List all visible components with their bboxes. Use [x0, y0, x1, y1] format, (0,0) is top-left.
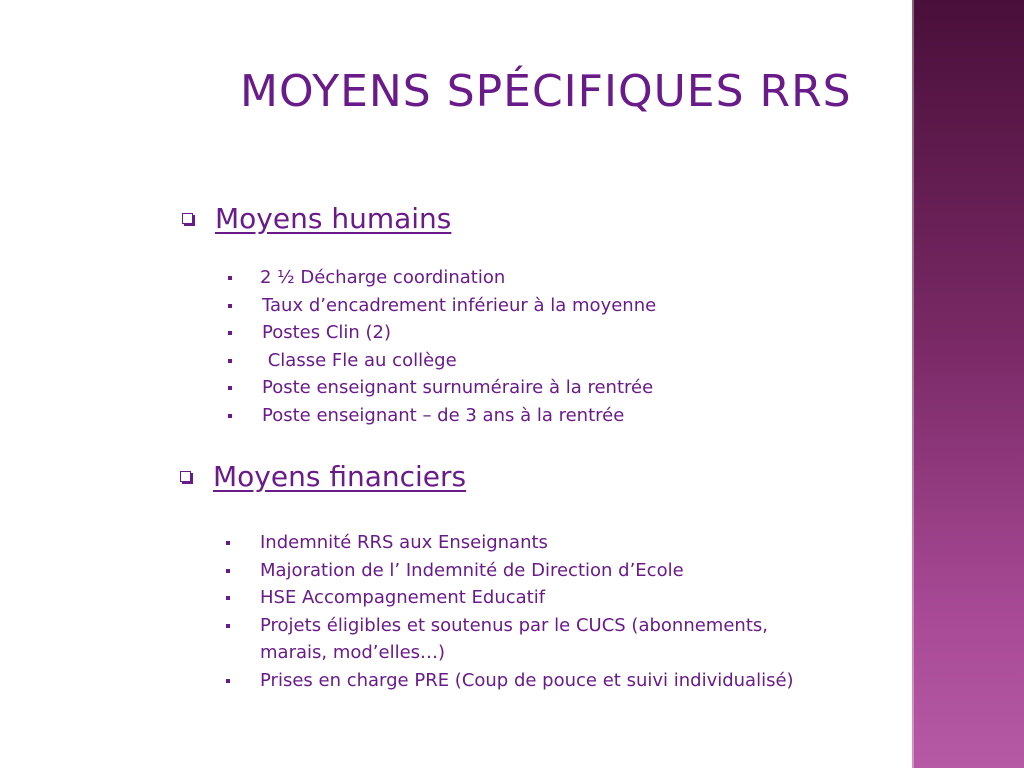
bullet-icon [226, 624, 230, 628]
bullet-icon [226, 679, 230, 683]
bullet-icon [226, 596, 230, 600]
section-header [180, 198, 880, 238]
bullet-icon [228, 386, 232, 390]
bullet-icon [226, 569, 230, 573]
list-item [226, 529, 826, 557]
section-title: Moyens financiers [213, 459, 467, 493]
list-item-text: Classe Fle au collège [262, 349, 457, 371]
list-item [228, 402, 828, 430]
bullet-list [228, 264, 828, 429]
list-item [226, 612, 780, 667]
bullet-icon [228, 276, 232, 280]
bullet-icon [228, 359, 232, 363]
bullet-list [226, 529, 826, 694]
list-item-text: Poste enseignant surnuméraire à la rentrée [262, 377, 654, 398]
list-item-text: Projets éligibles et soutenus par le CUCS (abonnements, marais, mod’elles…) [260, 614, 768, 663]
list-item-text: Poste enseignant – de 3 ans à la rentrée [262, 404, 625, 426]
section-header [178, 456, 878, 496]
bullet-icon [228, 304, 232, 308]
square-bullet-icon [182, 213, 193, 224]
bullet-icon [228, 414, 232, 418]
list-item-text: HSE Accompagnement Educatif [260, 587, 546, 608]
list-item [228, 374, 828, 402]
list-item [226, 584, 826, 612]
section-title: Moyens humains [215, 201, 452, 235]
section-moyens-humains [180, 198, 880, 426]
list-item-text: Postes Clin (2) [262, 322, 392, 343]
list-item-text: Indemnité RRS aux Enseignants [260, 532, 548, 553]
slide-title: MOYENS SPÉCIFIQUES RRS [240, 66, 852, 117]
list-item [228, 347, 828, 375]
decorative-side-band [912, 0, 1024, 768]
list-item-text: Majoration de l’ Indemnité de Direction d’Ecole [260, 559, 684, 581]
list-item [228, 264, 828, 292]
section-moyens-financiers [178, 456, 878, 691]
list-item-text: Prises en charge PRE (Coup de pouce et suivi individualisé) [260, 669, 794, 691]
list-item-text: 2 ½ Décharge coordination [260, 267, 506, 288]
square-bullet-icon [180, 471, 191, 482]
bullet-icon [228, 331, 232, 335]
list-item [228, 292, 828, 320]
list-item [228, 319, 828, 347]
list-item [226, 557, 826, 585]
bullet-icon [226, 541, 230, 545]
list-item-text: Taux d’encadrement inférieur à la moyenne [262, 294, 657, 316]
list-item [226, 667, 826, 695]
